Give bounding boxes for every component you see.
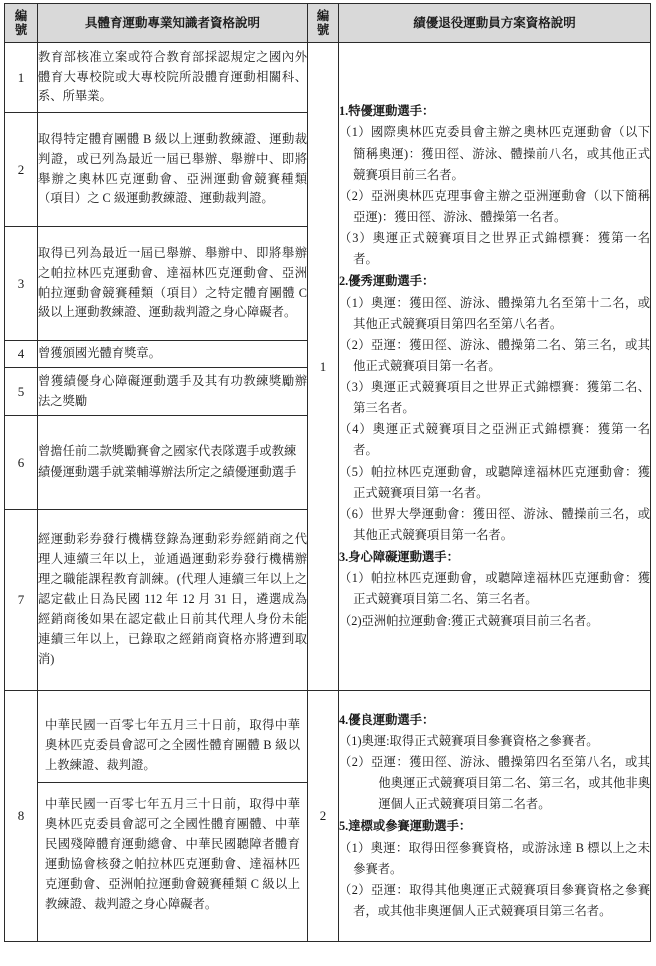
paragraph: 取得特定體育團體 B 級以上運動教練證、運動裁判證，或已列為最近一屆已舉辦、舉辦中、即將舉辦之奧林匹克運動會、亞洲運動會競賽種類（項目）之 C 級運動教練證、運動裁判證。 bbox=[38, 131, 307, 206]
row-number-left: 2 bbox=[5, 113, 38, 227]
list-item: （5）帕拉林匹克運動會，或聽障達福林匹克運動會：獲正式競賽項目第一名者。 bbox=[339, 464, 650, 500]
header-num-left bbox=[5, 4, 38, 43]
list-item: （2）亞洲奧林匹克理事會主辦之亞洲運動會（以下簡稱亞運)：獲田徑、游泳、體操第一名者。 bbox=[339, 188, 650, 224]
group-heading: 3.身心障礙運動選手： bbox=[339, 550, 459, 565]
row-number-left: 1 bbox=[5, 43, 38, 113]
group-heading: 5.達標或參賽運動選手： bbox=[339, 819, 472, 834]
paragraph: 曾獲頒國光體育獎章。 bbox=[38, 346, 161, 361]
header-num-right bbox=[308, 4, 339, 43]
list-item: （6）世界大學運動會：獲田徑、游泳、體操前三名，或其他正式競賽項目第一名者。 bbox=[339, 506, 650, 543]
header-desc-left: 具體育運動專業知識者資格說明 bbox=[38, 4, 308, 43]
header-num-right-char1: 編 bbox=[316, 8, 330, 23]
row-description-right bbox=[339, 691, 651, 942]
header-desc-right: 績優退役運動員方案資格說明 bbox=[339, 4, 651, 43]
row-description-left bbox=[38, 368, 308, 416]
qualification-comparison-table bbox=[4, 3, 651, 942]
table-row bbox=[5, 691, 651, 942]
table-header bbox=[5, 4, 651, 43]
list-item: （2）亞運：獲田徑、游泳、體操第二名、第三名，或其他正式競賽項目第一名者。 bbox=[339, 337, 650, 373]
group-heading: 1.特優運動選手： bbox=[339, 104, 435, 119]
row-description-left bbox=[38, 510, 308, 691]
row-description-left bbox=[38, 227, 308, 341]
list-item: （2）亞運：獲田徑、游泳、體操第四名至第八名，或其他奧運正式競賽項目第二名、第三名，或其他非奧運個人正式競賽項目第二名者。 bbox=[339, 755, 650, 812]
row-description-right bbox=[339, 43, 651, 691]
row-number-right: 1 bbox=[308, 43, 339, 691]
row-number-right: 2 bbox=[308, 691, 339, 942]
list-item: （1）奧運：取得田徑參賽資格，或游泳達 B 標以上之未參賽者。 bbox=[339, 840, 650, 876]
table-row bbox=[5, 43, 651, 113]
list-item: （1)奧運:取得正式競賽項目參賽資格之參賽者。 bbox=[339, 733, 599, 748]
paragraph: 曾擔任前二款獎勵賽會之國家代表隊選手或教練 bbox=[38, 443, 297, 458]
group-heading: 4.優良運動選手： bbox=[339, 712, 435, 727]
row-description-left bbox=[38, 416, 308, 510]
list-item: （1）國際奧林匹克委員會主辦之奧林匹克運動會（以下簡稱奧運)：獲田徑、游泳、體操前八名，或其他正式競賽項目前三名者。 bbox=[339, 125, 650, 182]
header-row bbox=[5, 4, 651, 43]
list-item: （2)亞洲帕拉運動會:獲正式競賽項目前三名者。 bbox=[339, 613, 599, 628]
row-number-left: 8 bbox=[5, 691, 38, 942]
list-item: （1）奧運：獲田徑、游泳、體操第九名至第十二名，或其他正式競賽項目第四名至第八名者。 bbox=[339, 295, 650, 331]
row-description-left bbox=[38, 691, 308, 942]
row-number-left: 4 bbox=[5, 341, 38, 368]
row-description-left bbox=[38, 341, 308, 368]
paragraph: 中華民國一百零七年五月三十日前，取得中華奧林匹克委員會認可之全國性體育團體 B 級以上教練證、裁判證。 bbox=[38, 711, 307, 783]
row-number-left: 7 bbox=[5, 510, 38, 691]
list-item: （4）奧運正式競賽項目之亞洲正式錦標賽：獲第一名者。 bbox=[339, 422, 650, 458]
row-description-left bbox=[38, 43, 308, 113]
paragraph: 績優運動選手就業輔導辦法所定之績優運動選手 bbox=[38, 465, 297, 480]
list-item: （3）奧運正式競賽項目之世界正式錦標賽：獲第二名、第三名者。 bbox=[339, 380, 650, 416]
paragraph: 曾獲績優身心障礙運動選手及其有功教練獎勵辦法之獎勵 bbox=[38, 373, 307, 408]
header-num-left-char1: 編 bbox=[14, 8, 28, 23]
row-description-left bbox=[38, 113, 308, 227]
row-number-left: 6 bbox=[5, 416, 38, 510]
table-body bbox=[5, 43, 651, 942]
paragraph: 教育部核准立案或符合教育部採認規定之國內外體育大專校院或大專校院所設體育運動相關科、系、所畢業。 bbox=[38, 49, 307, 104]
paragraph: 經運動彩券發行機構登錄為運動彩券經銷商之代理人連續三年以上，並通過運動彩券發行機構辦理之職能課程教育訓練。(代理人連續三年以上之認定截止日為民國 112 年 12 月 31 日，遴選成為經銷商後如果在認定截止日前其代理人身份未能連續三年以上，已錄取之經銷商資格亦將遭到取消) bbox=[38, 532, 307, 666]
list-item: （1）帕拉林匹克運動會，或聽障達福林匹克運動會：獲正式競賽項目第二名、第三名者。 bbox=[339, 571, 650, 607]
header-num-right-char2: 號 bbox=[316, 23, 330, 37]
row-number-left: 5 bbox=[5, 368, 38, 416]
row-number-left: 3 bbox=[5, 227, 38, 341]
list-item: （3）奧運正式競賽項目之世界正式錦標賽：獲第一名者。 bbox=[339, 231, 650, 267]
paragraph: 中華民國一百零七年五月三十日前，取得中華奧林匹克委員會認可之全國性體育團體、中華民國殘障體育運動總會、中華民國聽障者體育運動協會核發之帕拉林匹克運動會、達福林匹克運動會、亞洲帕拉運動會競賽種類 C 級以上教練證、裁判證之身心障礙者。 bbox=[45, 797, 300, 911]
group-heading: 2.優秀運動選手： bbox=[339, 274, 435, 289]
paragraph: 取得已列為最近一屆已舉辦、舉辦中、即將舉辦之帕拉林匹克運動會、達福林匹克運動會、亞洲帕拉運動會競賽種類（項目）之特定體育團體 C 級以上運動教練證、運動裁判證之身心障礙者。 bbox=[38, 245, 307, 320]
header-num-left-char2: 號 bbox=[14, 23, 28, 37]
list-item: （2）亞運：取得其他奧運正式競賽項目參賽資格之參賽者，或其他非奧運個人正式競賽項目第三名者。 bbox=[339, 882, 650, 919]
